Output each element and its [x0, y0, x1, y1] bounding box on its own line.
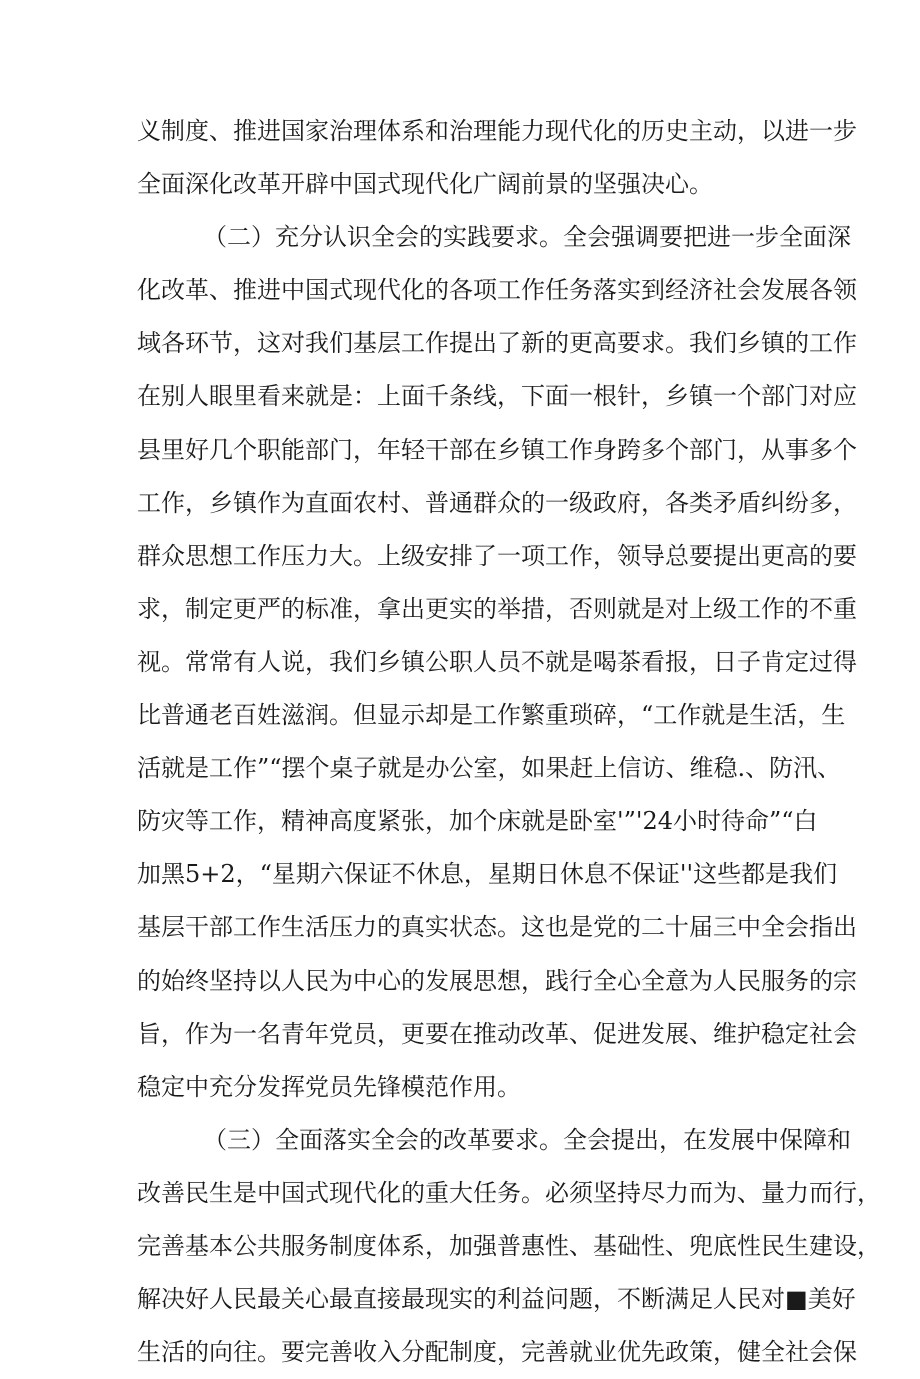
text-line: 的始终坚持以人民为中心的发展思想，践行全心全意为人民服务的宗: [137, 966, 857, 995]
paragraph-start-line: （二）充分认识全会的实践要求。全会强调要把进一步全面深: [203, 223, 851, 252]
paragraph-start-line: （三）全面落实全会的改革要求。全会提出，在发展中保障和: [203, 1125, 851, 1154]
text-line: 县里好几个职能部门，年轻干部在乡镇工作身跨多个部门，从事多个: [137, 435, 857, 464]
document-body: [137, 105, 881, 1379]
text-line: 活就是工作”“摆个桌子就是办公室，如果赶上信访、维稳.、防汛、: [137, 754, 842, 783]
text-line: 防灾等工作，精神高度紧张，加个床就是卧室'”'24小时待命”“白: [137, 807, 818, 836]
text-line: 比普通老百姓滋润。但显示却是工作繁重琐碎，“工作就是生活，生: [137, 701, 846, 730]
text-line: 加黑5+2，“星期六保证不休息，星期日休息不保证''这些都是我们: [137, 860, 838, 889]
text-line: 全面深化改革开辟中国式现代化广阔前景的坚强决心。: [137, 170, 713, 199]
text-line: 视。常常有人说，我们乡镇公职人员不就是喝茶看报，日子肯定过得: [137, 647, 857, 676]
text-line: 工作，乡镇作为直面农村、普通群众的一级政府，各类矛盾纠纷多，: [137, 488, 857, 517]
text-line: 域各环节，这对我们基层工作提出了新的更高要求。我们乡镇的工作: [137, 329, 857, 358]
text-line: 改善民生是中国式现代化的重大任务。必须坚持尽力而为、量力而行，: [137, 1178, 881, 1207]
text-line: 求，制定更严的标准，拿出更实的举措，否则就是对上级工作的不重: [137, 594, 857, 623]
text-line: 稳定中充分发挥党员先锋模范作用。: [137, 1072, 521, 1101]
text-line: 群众思想工作压力大。上级安排了一项工作，领导总要提出更高的要: [137, 541, 857, 570]
text-line: 旨，作为一名青年党员，更要在推动改革、促进发展、维护稳定社会: [137, 1019, 857, 1048]
text-line: 解决好人民最关心最直接最现实的利益问题，不断满足人民对■美好: [137, 1285, 856, 1314]
text-line: 基层干部工作生活压力的真实状态。这也是党的二十届三中全会指出: [137, 913, 857, 942]
text-line: 生活的向往。要完善收入分配制度，完善就业优先政策，健全社会保: [137, 1338, 857, 1367]
text-line: 义制度、推进国家治理体系和治理能力现代化的历史主动，以进一步: [137, 117, 857, 145]
text-line: 在别人眼里看来就是：上面千条线，下面一根针，乡镇一个部门对应: [137, 382, 857, 411]
text-line: 完善基本公共服务制度体系，加强普惠性、基础性、兜底性民生建设，: [137, 1231, 881, 1260]
text-line: 化改革、推进中国式现代化的各项工作任务落实到经济社会发展各领: [137, 276, 857, 305]
